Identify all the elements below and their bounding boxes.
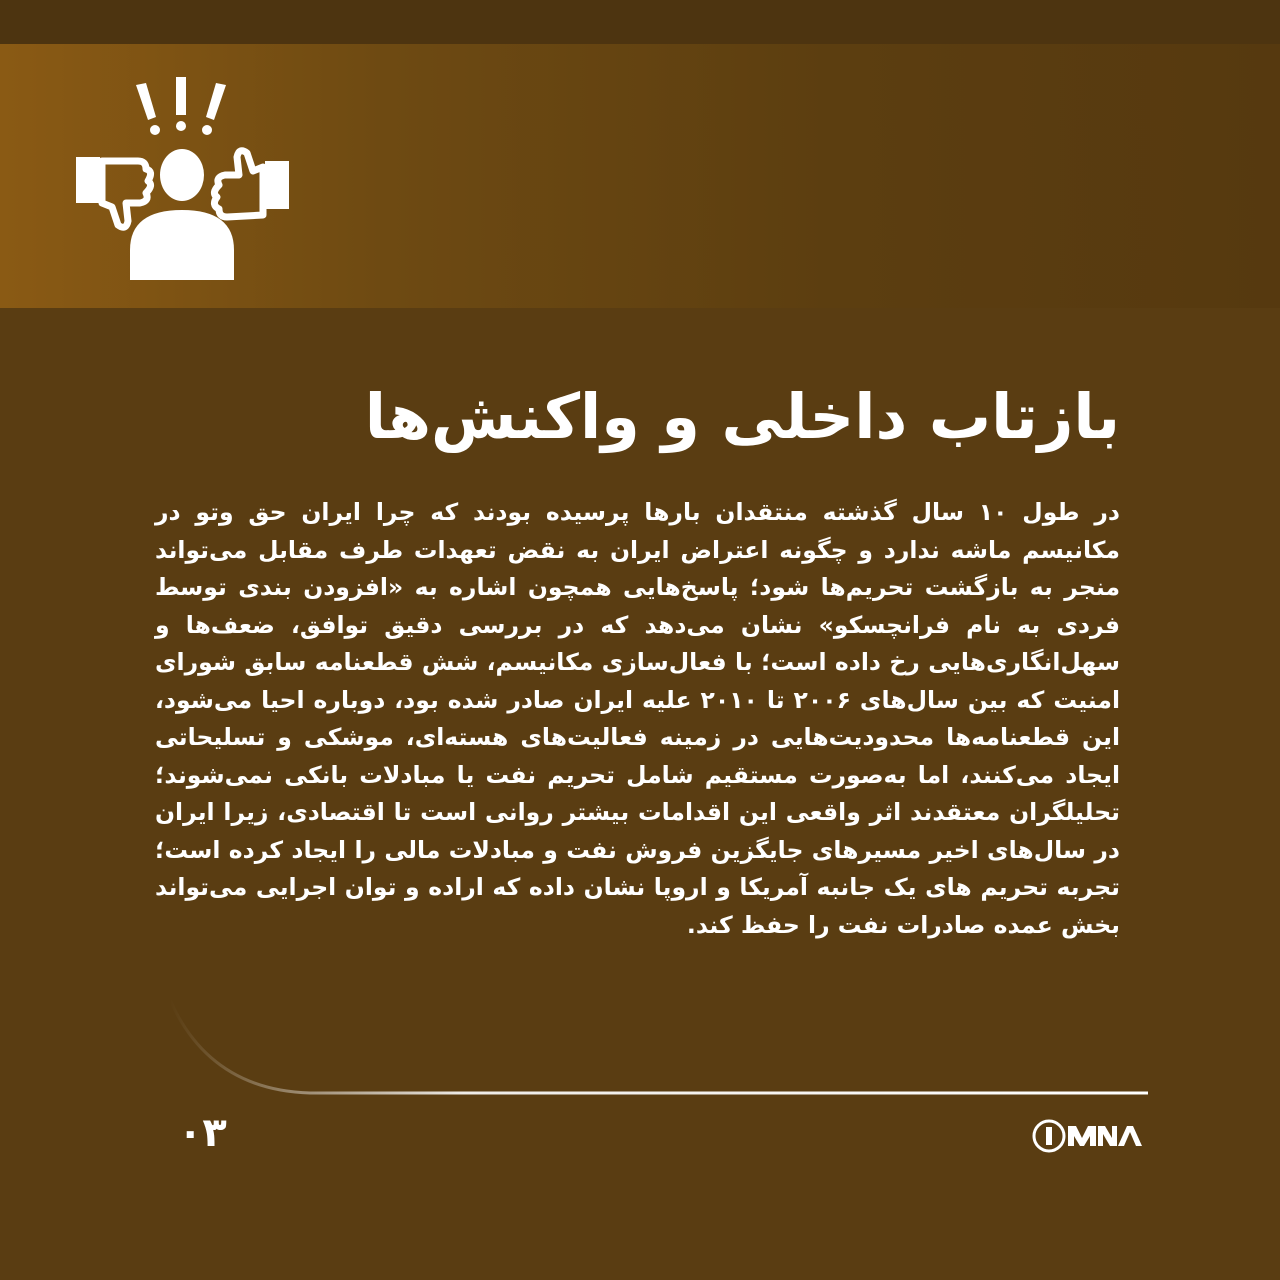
thumbs-down-icon: [76, 157, 151, 227]
reaction-illustration: [70, 75, 295, 290]
thumbs-up-icon: [214, 151, 289, 217]
exclamation-icon: [136, 77, 226, 135]
page-title: بازتاب داخلی و واکنش‌ها: [364, 380, 1120, 453]
imna-logo: [1032, 1116, 1142, 1156]
page-number: ۰۳: [178, 1110, 227, 1156]
article-body: در طول ۱۰ سال گذشته منتقدان بارها پرسیده بودند که چرا ایران حق وتو در مکانیسم ماشه ندارد و چگونه اعتراض ایران به نقض تعهدات طرف مقابل می‌تواند منجر به بازگشت تحریم‌ها شود؛ پاسخ‌هایی همچون اشاره به «افزودن بندی توسط فردی به نام فرانچسکو» نشان می‌دهد که در بررسی دقیق توافق، ضعف‌ها و سهل‌انگاری‌هایی رخ داده است؛ با فعال‌سازی مکانیسم، شش قطعنامه سابق شورای امنیت که بین سال‌های ۲۰۰۶ تا ۲۰۱۰ علیه ایران صادر شده بود، دوباره احیا می‌شود، این قطعنامه‌ها محدودیت‌هایی در زمینه فعالیت‌های هسته‌ای، موشکی و تسلیحاتی ایجاد می‌کنند، اما به‌صورت مستقیم شامل تحریم نفت یا مبادلات بانکی نمی‌شوند؛ تحلیلگران معتقدند اثر واقعی این اقدامات بیشتر روانی است تا اقتصادی، زیرا ایران در سال‌های اخیر مسیرهای جایگزین فروش نفت و مبادلات مالی را ایجاد کرده است؛ تجربه تحریم های یک جانبه آمریکا و اروپا نشان داده که اراده و توان اجرایی می‌تواند بخش عمده صادرات نفت را حفظ کند.: [155, 498, 1121, 939]
logo-text: IMNA: [1087, 1154, 1090, 1155]
top-strip: [0, 0, 1280, 44]
